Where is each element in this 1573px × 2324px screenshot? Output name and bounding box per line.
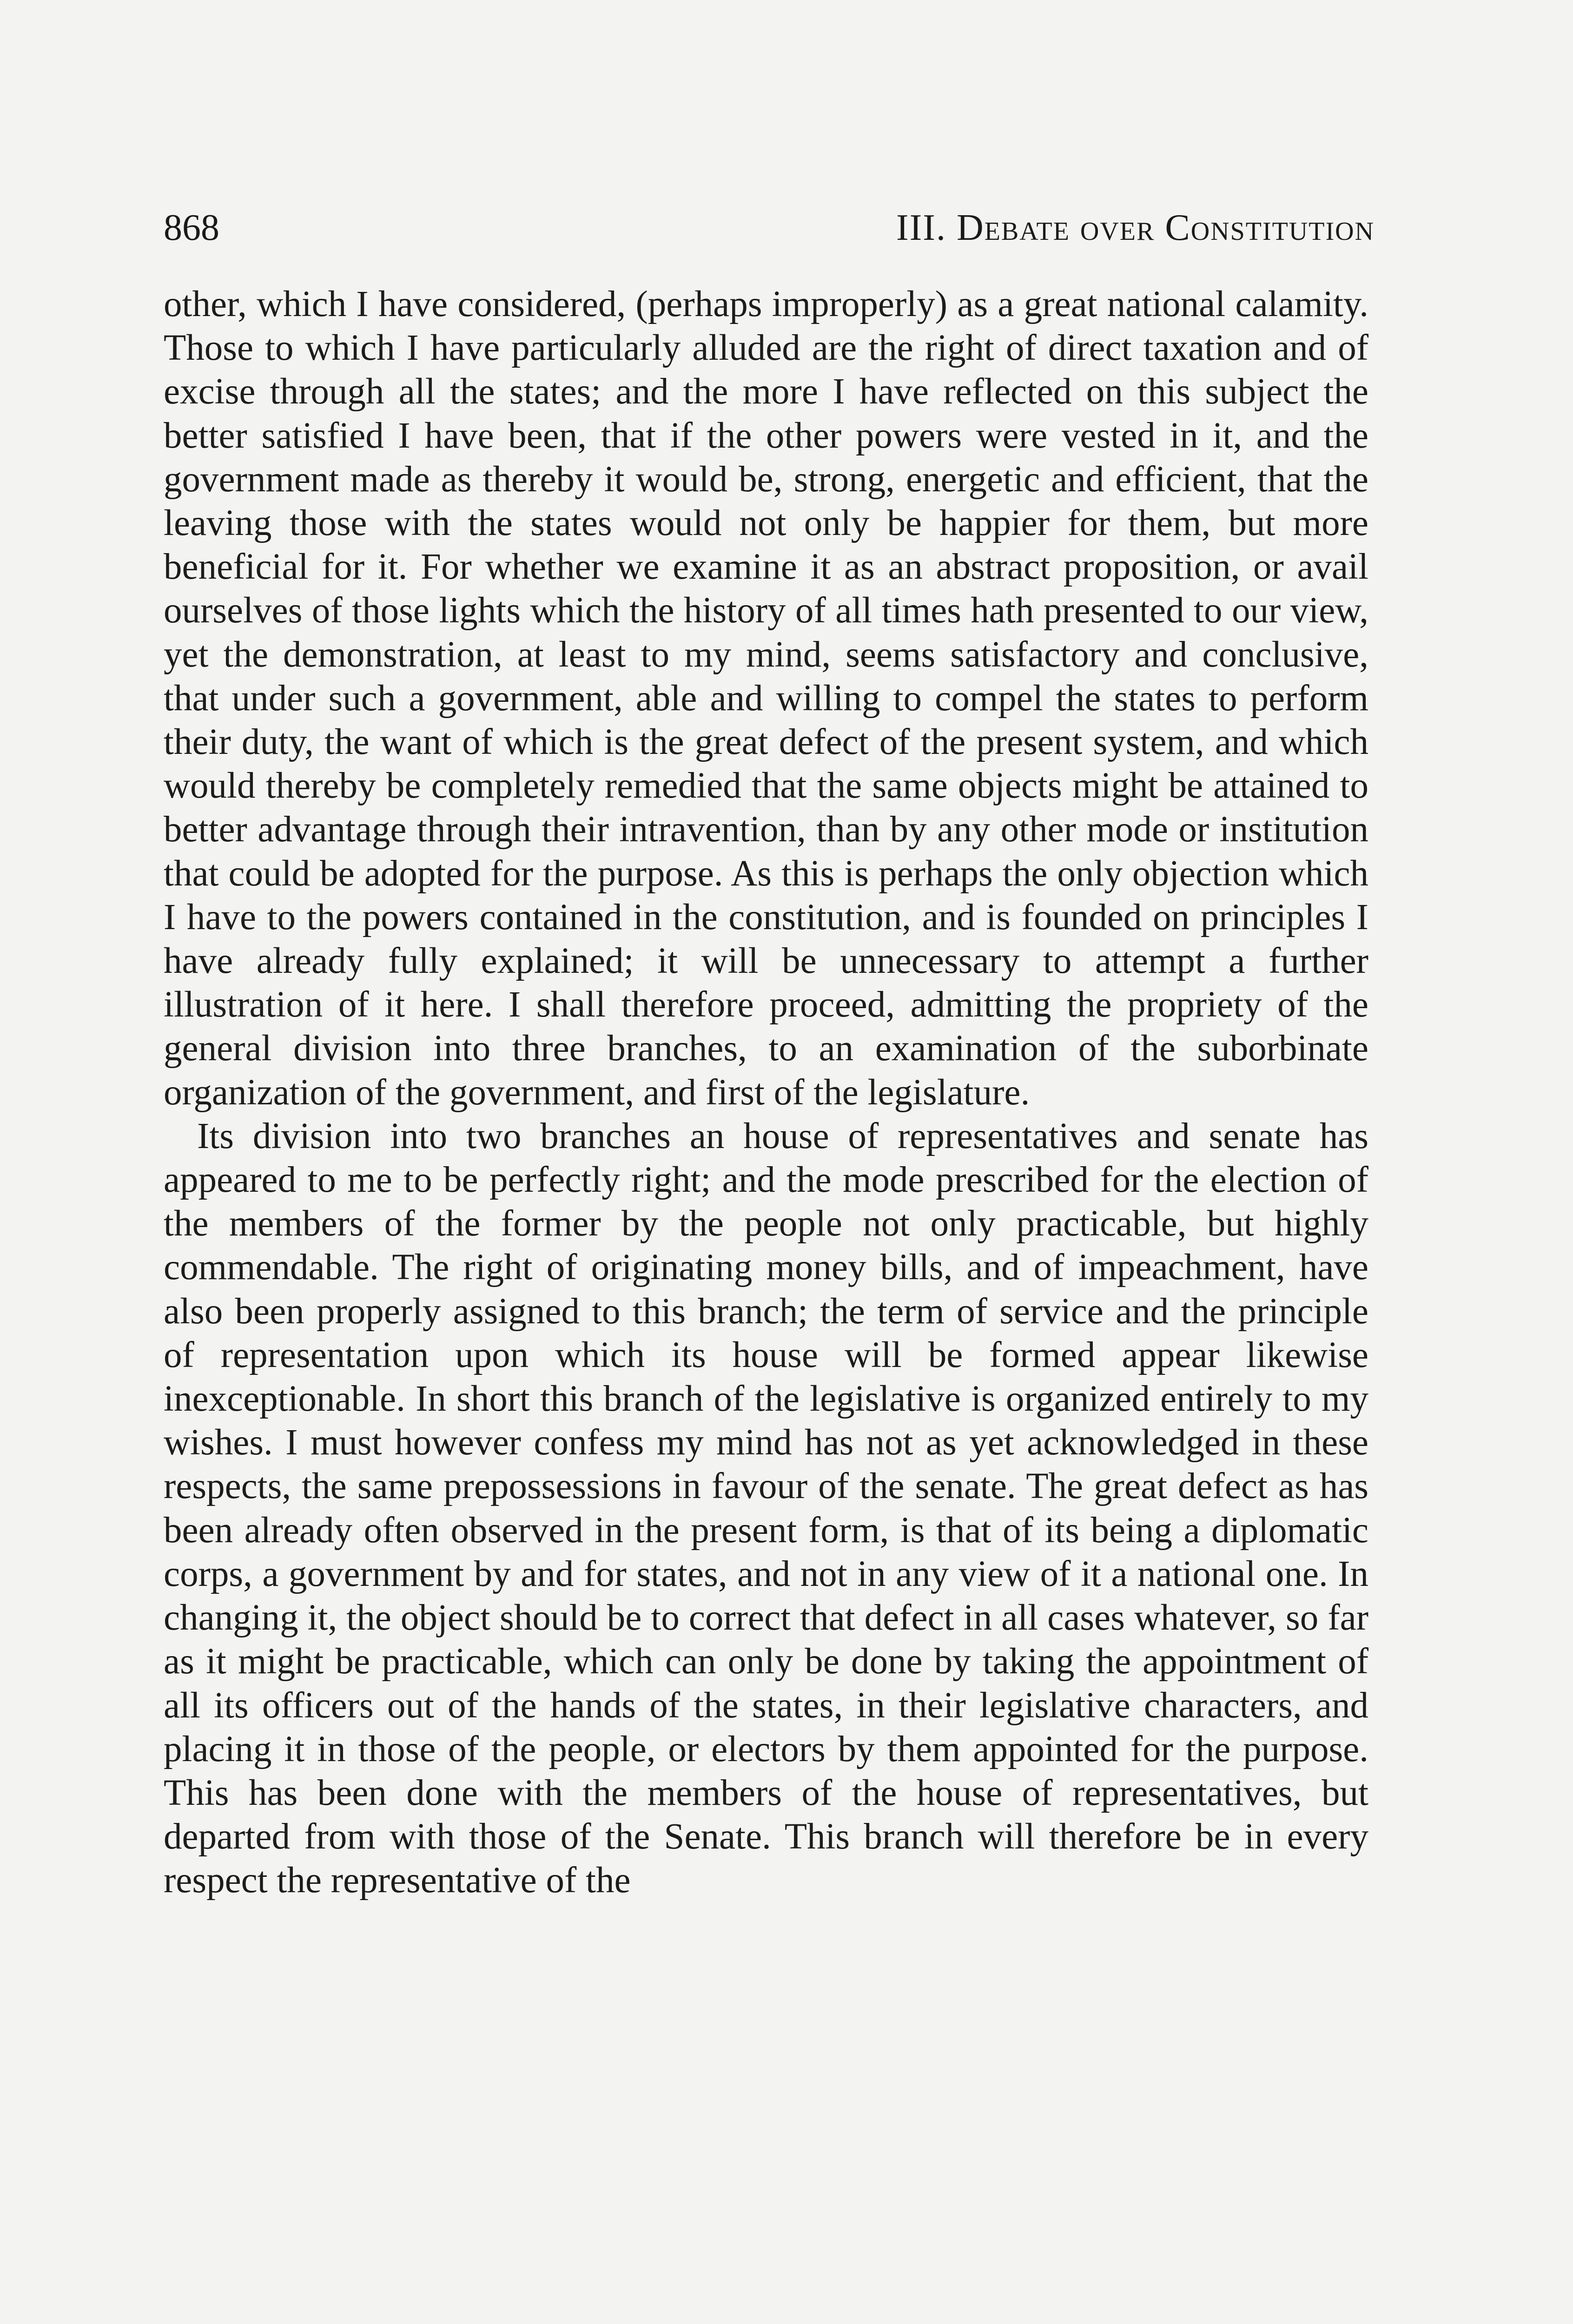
body-text [164,283,1368,1903]
page-number: 868 [164,207,219,248]
paragraph-2: Its division into two branches an house of representatives and senate has appeared to me to be perfectly right; and the mode prescribed for the election of the members of the former by the people not only practicable, but highly commendable. The right of originating money bills, and of impeachment, have also been properly assigned to this branch; the term of service and the principle of representation upon which its house will be formed appear likewise inexceptionable. In short this branch of the legislative is organized entirely to my wishes. I must however confess my mind has not as yet acknowledged in these respects, the same prepossessions in favour of the senate. The great defect as has been already often observed in the present form, is that of its being a diplomatic corps, a government by and for states, and not in any view of it a national one. In changing it, the object should be to correct that defect in all cases whatever, so far as it might be practicable, which can only be done by taking the appointment of all its officers out of the hands of the states, in their legislative characters, and placing it in those of the people, or electors by them appointed for the purpose. This has been done with the members of the house of representatives, but departed from with those of the Senate. This branch will therefore be in every respect the representative of the [164,1116,1368,1901]
paragraph-1: other, which I have considered, (perhaps improperly) as a great national calamity. Those to which I have particularly alluded are the right of direct taxation and of excise through all the states; and the more I have reflected on this subject the better satisfied I have been, that if the other powers were vested in it, and the government made as thereby it would be, strong, energetic and efficient, that the leaving those with the states would not only be happier for them, but more beneficial for it. For whether we examine it as an abstract proposition, or avail ourselves of those lights which the history of all times hath presented to our view, yet the demonstration, at least to my mind, seems satisfactory and conclusive, that under such a government, able and willing to compel the states to perform their duty, the want of which is the great defect of the present system, and which would thereby be completely remedied that the same objects might be attained to better advantage through their intravention, than by any other mode or institution that could be adopted for the purpose. As this is perhaps the only objection which I have to the powers contained in the constitution, and is founded on principles I have already fully explained; it will be unnecessary to attempt a further illustration of it here. I shall therefore proceed, admitting the propriety of the general division into three branches, to an examination of the suborbinate organization of the government, and first of the legislature. [164,284,1368,1113]
running-head: III. Debate over Constitution [896,207,1375,248]
page-header [164,202,1375,253]
